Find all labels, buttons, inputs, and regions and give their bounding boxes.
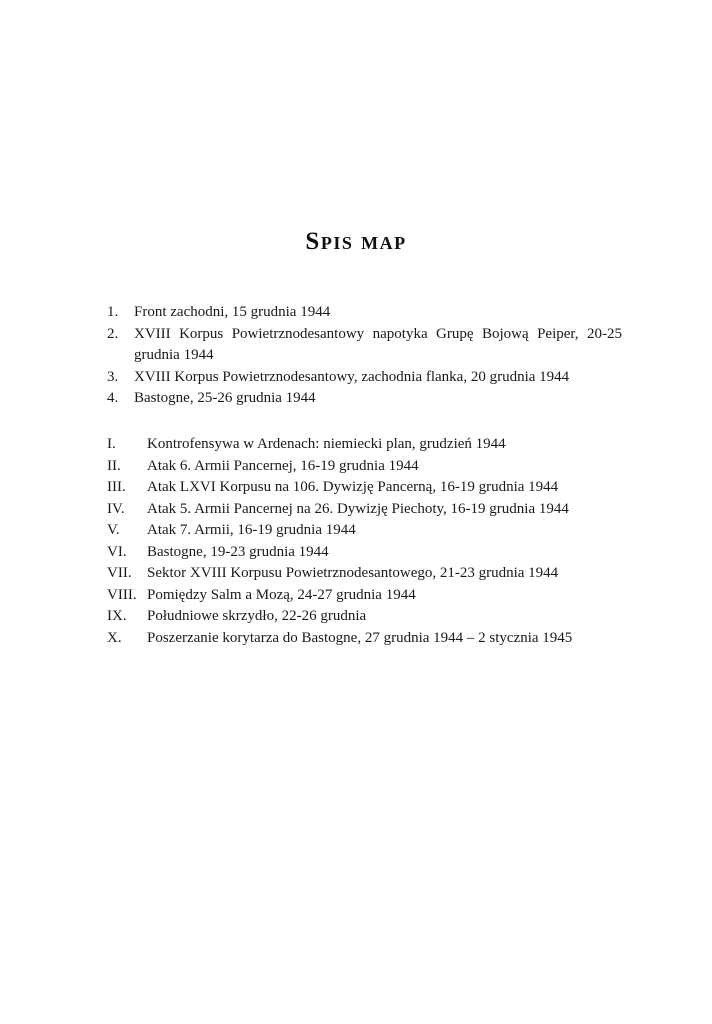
item-text: Poszerzanie korytarza do Bastogne, 27 grudnia 1944 – 2 stycznia 1945 [147, 629, 573, 646]
list-item [107, 628, 622, 650]
item-number: IX. [107, 608, 127, 624]
item-text: Kontrofensywa w Ardenach: niemiecki plan, grudzień 1944 [147, 436, 506, 452]
list-item [107, 324, 622, 367]
item-number: 2. [107, 325, 119, 342]
item-number: X. [107, 629, 122, 646]
list-item [107, 477, 622, 499]
plates-list [107, 434, 622, 649]
item-text: Sektor XVIII Korpusu Powietrznodesantowego, 21-23 grudnia 1944 [147, 565, 559, 581]
list-item [107, 434, 622, 456]
item-text: XVIII Korpus Powietrznodesantowy napotyka Grupę Bojową Peiper, 20-25 grudnia 1944 [134, 325, 622, 363]
item-number: 4. [107, 390, 119, 406]
item-text: Pomiędzy Salm a Mozą, 24-27 grudnia 1944 [147, 586, 416, 603]
item-number: IV. [107, 500, 125, 517]
item-text: Atak 5. Armii Pancernej na 26. Dywizję Piechoty, 16-19 grudnia 1944 [147, 500, 569, 517]
item-text: Front zachodni, 15 grudnia 1944 [134, 304, 331, 320]
item-number: VIII. [107, 586, 137, 603]
page-title: Spis map [305, 228, 407, 255]
list-item [107, 563, 622, 585]
item-number: III. [107, 479, 126, 495]
list-item [107, 520, 622, 542]
item-text: XVIII Korpus Powietrznodesantowy, zachodnia flanka, 20 grudnia 1944 [134, 368, 570, 385]
item-number: V. [107, 522, 120, 538]
item-number: 1. [107, 304, 119, 320]
item-number: VI. [107, 543, 127, 560]
list-item [107, 302, 622, 324]
item-text: Bastogne, 25-26 grudnia 1944 [134, 390, 316, 406]
item-text: Bastogne, 19-23 grudnia 1944 [147, 543, 329, 560]
item-number: VII. [107, 565, 132, 581]
list-item [107, 499, 622, 521]
maps-list [107, 302, 622, 410]
list-item [107, 606, 622, 628]
list-item [107, 456, 622, 478]
item-text: Atak 6. Armii Pancernej, 16-19 grudnia 1944 [147, 457, 419, 474]
item-number: II. [107, 457, 121, 474]
list-item [107, 367, 622, 389]
item-text: Południowe skrzydło, 22-26 grudnia [147, 608, 367, 624]
item-number: 3. [107, 368, 119, 385]
item-text: Atak LXVI Korpusu na 106. Dywizję Pancerną, 16-19 grudnia 1944 [147, 479, 559, 495]
list-item [107, 388, 622, 410]
item-text: Atak 7. Armii, 16-19 grudnia 1944 [147, 522, 356, 538]
item-number: I. [107, 436, 116, 452]
list-item [107, 542, 622, 564]
list-item [107, 585, 622, 607]
